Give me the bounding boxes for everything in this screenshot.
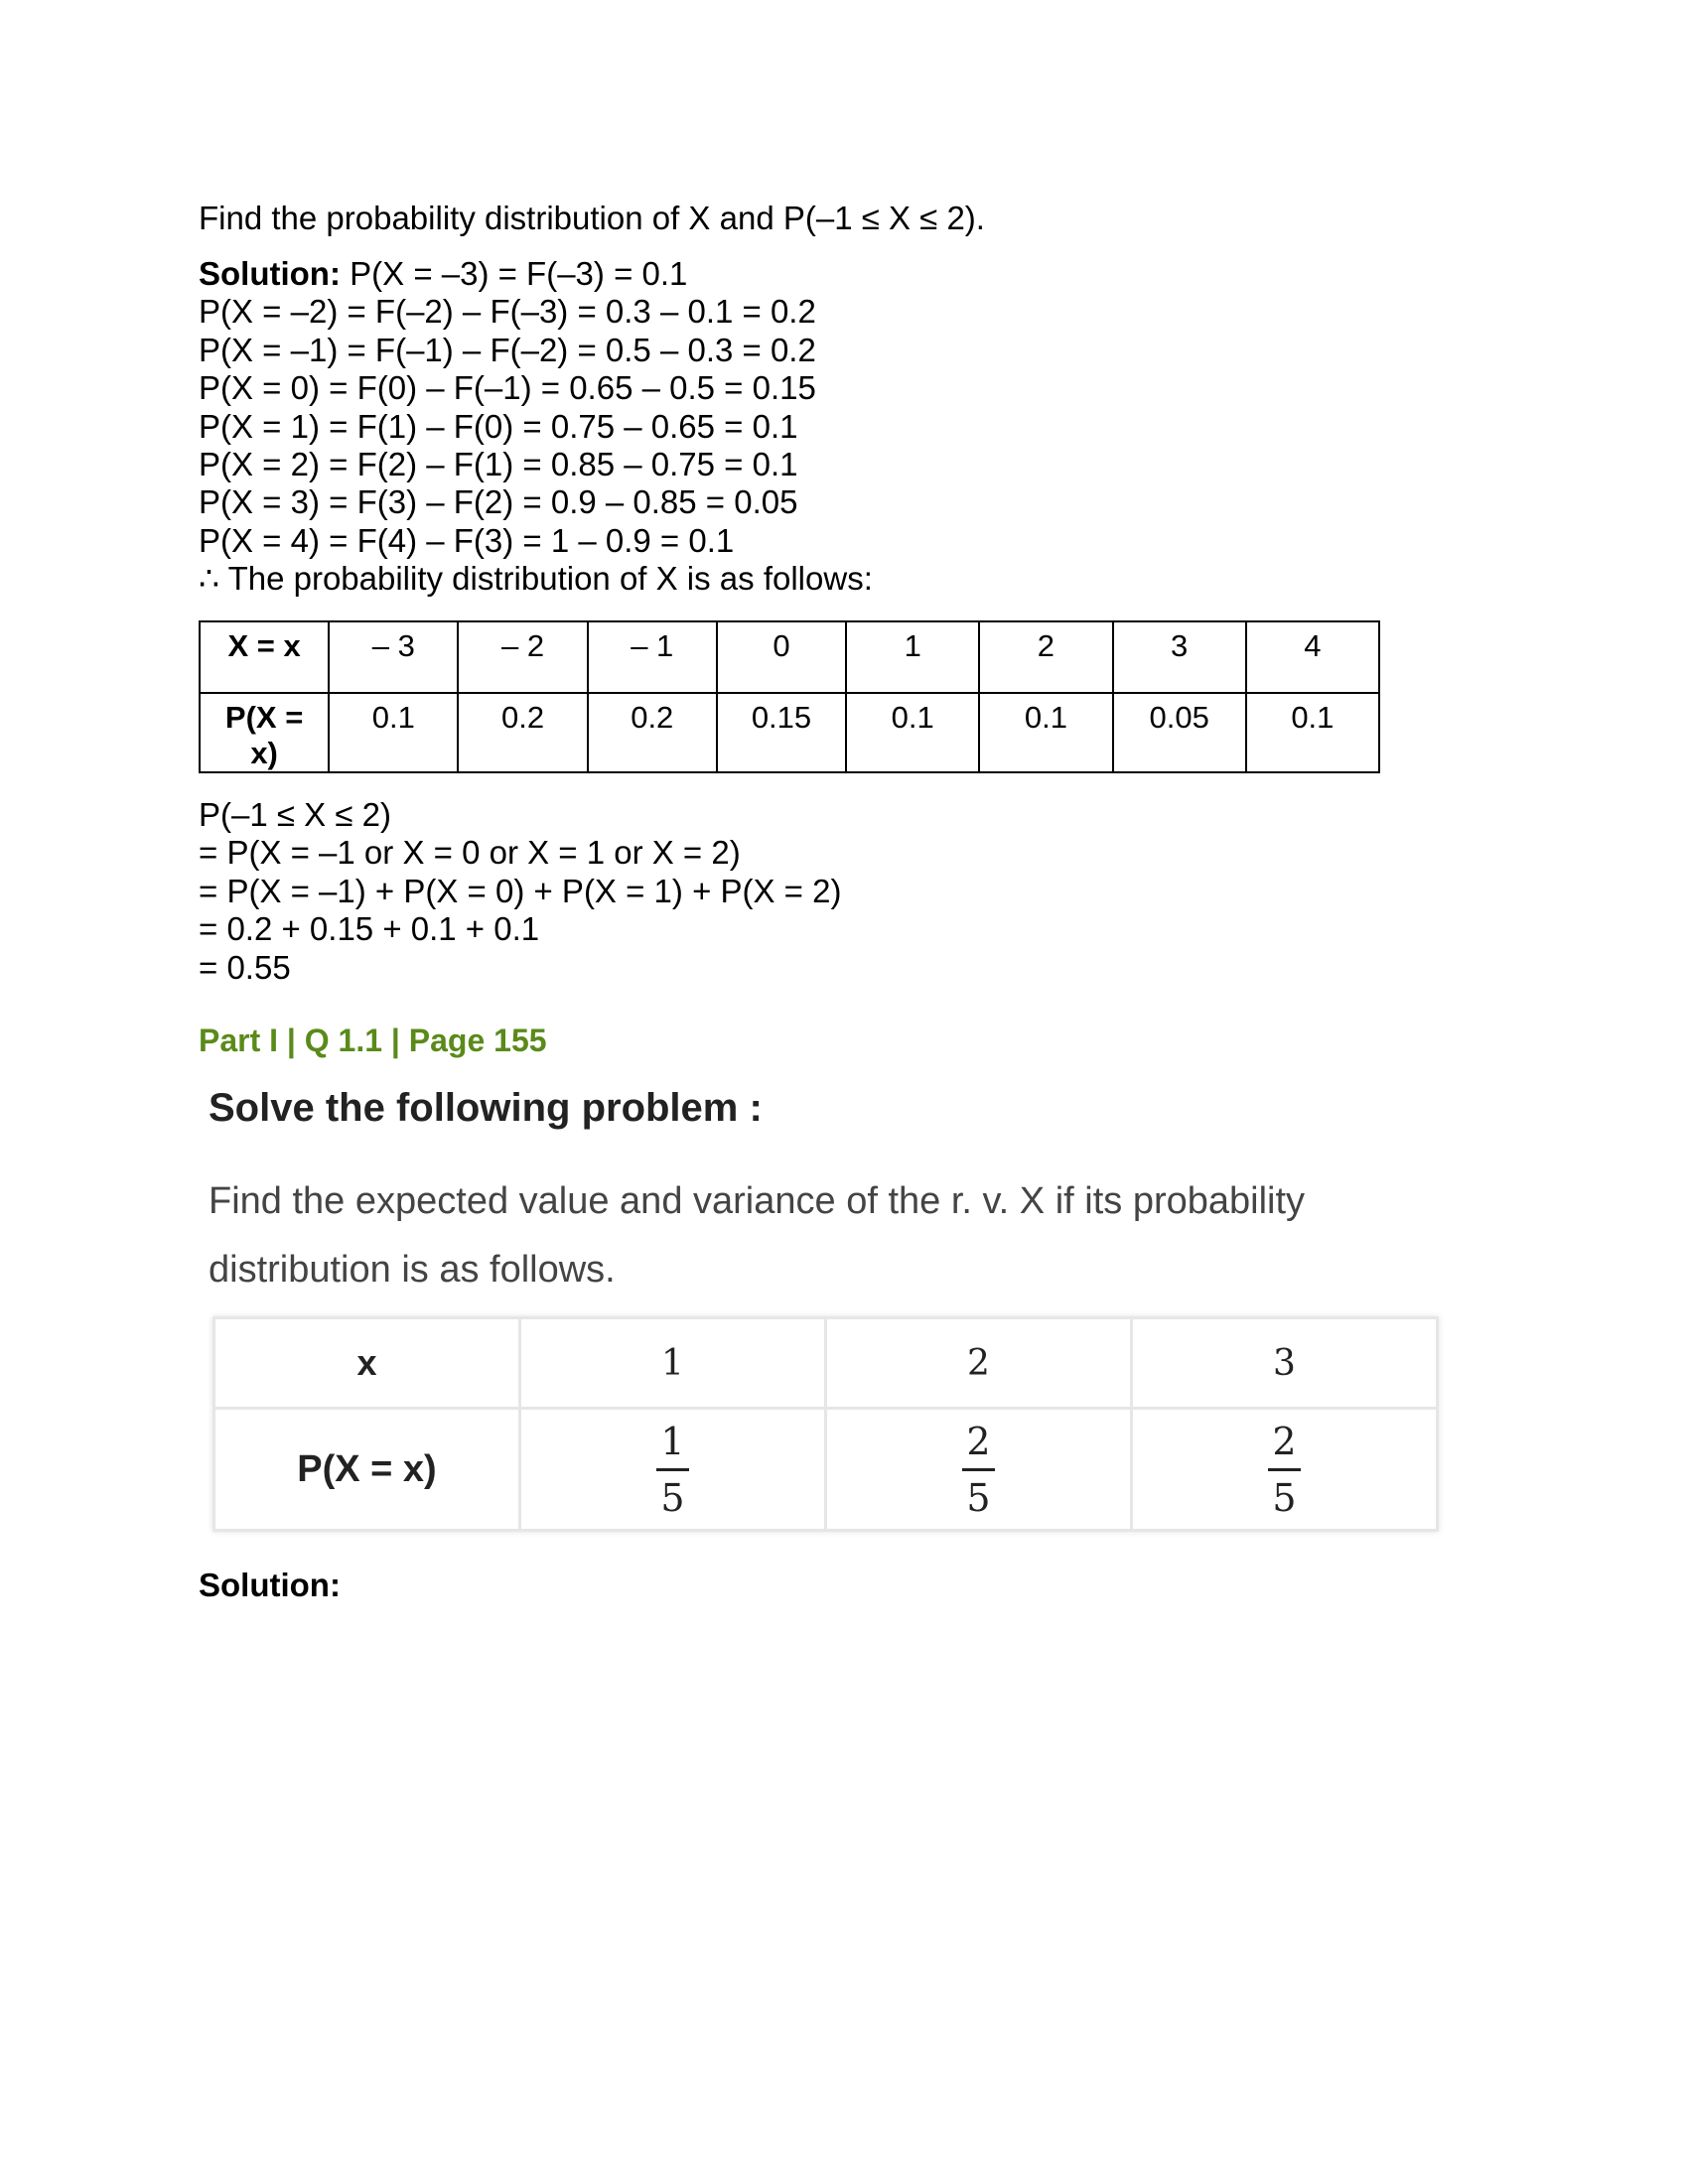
fraction-bar — [962, 1468, 994, 1471]
table-header-cell: x — [214, 1318, 520, 1409]
solution-line: P(X = 1) = F(1) – F(0) = 0.75 – 0.65 = 0.1 — [199, 407, 798, 445]
table-cell: – 1 — [588, 621, 717, 693]
table-cell: 3 — [1113, 621, 1246, 693]
solution-line: P(X = 2) = F(2) – F(1) = 0.85 – 0.75 = 0.1 — [199, 445, 798, 482]
calculation-line: P(–1 ≤ X ≤ 2) — [199, 796, 391, 833]
solution-line: P(X = 4) = F(4) – F(3) = 1 – 0.9 = 0.1 — [199, 521, 735, 559]
table-cell: 1 — [846, 621, 979, 693]
table-cell: 0.1 — [846, 693, 979, 772]
table-row — [214, 1318, 1438, 1409]
solution-block — [199, 255, 873, 599]
fraction-numerator: 1 — [660, 1419, 685, 1463]
table-header-text: P(X = — [224, 700, 304, 735]
fraction — [656, 1417, 688, 1523]
table-cell: 3 — [1132, 1318, 1438, 1409]
fraction-denominator: 5 — [966, 1475, 991, 1520]
fraction-denominator: 5 — [660, 1475, 685, 1520]
table-cell: 0.15 — [717, 693, 846, 772]
table-row — [214, 1409, 1438, 1531]
solution-label: Solution: — [199, 255, 341, 292]
table-cell — [826, 1409, 1132, 1531]
fraction-bar — [656, 1468, 688, 1471]
question-distribution-table — [212, 1316, 1439, 1532]
solution-label: Solution: — [199, 1567, 341, 1603]
fraction-numerator: 2 — [966, 1419, 991, 1463]
table-header-cell: X = x — [200, 621, 329, 693]
solution-line: P(X = 3) = F(3) – F(2) = 0.9 – 0.85 = 0.05 — [199, 483, 798, 521]
table-cell: 0.2 — [588, 693, 717, 772]
solution-line: P(X = –3) = F(–3) = 0.1 — [340, 255, 688, 292]
fraction-numerator: 2 — [1272, 1419, 1297, 1463]
fraction-bar — [1268, 1468, 1300, 1471]
table-cell: – 2 — [458, 621, 587, 693]
solution-line: P(X = 0) = F(0) – F(–1) = 0.65 – 0.5 = 0.15 — [199, 369, 816, 407]
table-cell: 0.1 — [329, 693, 458, 772]
table-header-text: x) — [250, 736, 278, 770]
table-cell: 2 — [826, 1318, 1132, 1409]
table-header-cell: P(X = x) — [214, 1409, 520, 1531]
calculation-block — [199, 796, 841, 987]
conclusion-line: ∴ The probability distribution of X is as follows: — [199, 560, 873, 598]
problem-statement: Find the probability distribution of X and P(–1 ≤ X ≤ 2). — [199, 200, 985, 236]
table-cell — [1132, 1409, 1438, 1531]
fraction — [962, 1417, 994, 1523]
table-cell: 2 — [979, 621, 1112, 693]
table-cell — [520, 1409, 826, 1531]
table-cell: 0 — [717, 621, 846, 693]
solution-first-line — [199, 255, 873, 293]
fraction-denominator: 5 — [1272, 1475, 1297, 1520]
table-cell: 4 — [1246, 621, 1379, 693]
solution-line: P(X = –1) = F(–1) – F(–2) = 0.5 – 0.3 = 0.2 — [199, 331, 816, 368]
probability-distribution-table — [199, 620, 1380, 773]
question-reference-link[interactable]: Part I | Q 1.1 | Page 155 — [199, 1023, 547, 1058]
table-row — [200, 693, 1379, 772]
question-title: Solve the following problem : — [209, 1086, 763, 1130]
table-cell: 0.1 — [979, 693, 1112, 772]
calculation-line: = 0.55 — [199, 948, 291, 986]
solution-line: P(X = –2) = F(–2) – F(–3) = 0.3 – 0.1 = 0.2 — [199, 293, 816, 331]
fraction — [1268, 1417, 1300, 1523]
calculation-line: = P(X = –1) + P(X = 0) + P(X = 1) + P(X = 2) — [199, 872, 842, 909]
question-text: Find the expected value and variance of the r. v. X if its probability distribution is as follows. — [209, 1180, 1306, 1291]
table-cell: 1 — [520, 1318, 826, 1409]
table-cell: 0.05 — [1113, 693, 1246, 772]
calculation-line: = P(X = –1 or X = 0 or X = 1 or X = 2) — [199, 834, 741, 872]
table-cell: 0.1 — [1246, 693, 1379, 772]
table-cell: 0.2 — [458, 693, 587, 772]
table-row — [200, 621, 1379, 693]
calculation-line: = 0.2 + 0.15 + 0.1 + 0.1 — [199, 910, 540, 948]
table-header-cell — [200, 693, 329, 772]
table-cell: – 3 — [329, 621, 458, 693]
